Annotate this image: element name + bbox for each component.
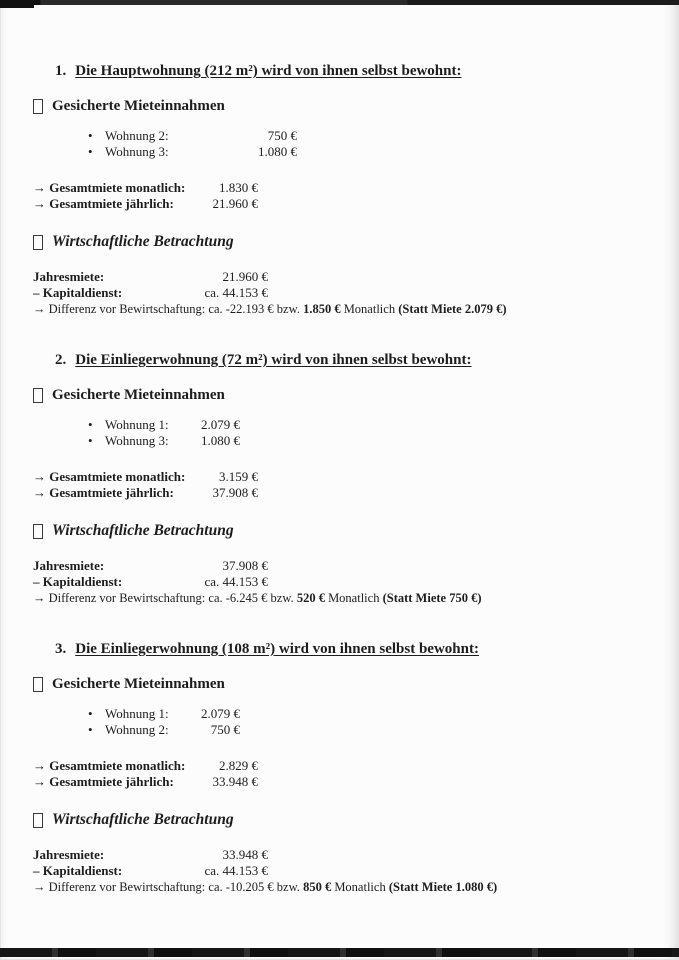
annual-rent-label: Jahresmiete: [33, 269, 105, 284]
debt-service-row [33, 863, 649, 879]
annual-rent-value: 37.908 € [222, 558, 268, 573]
total-value: 33.948 € [212, 774, 258, 789]
total-value: 21.960 € [212, 196, 258, 211]
difference-line [33, 301, 649, 317]
section-heading [33, 351, 649, 369]
annual-rent-label: Jahresmiete: [33, 558, 105, 573]
list-item [88, 128, 649, 144]
income-heading [33, 97, 649, 115]
section-title: Die Einliegerwohnung (72 m²) wird von ihnen selbst bewohnt: [75, 352, 472, 368]
difference-statt-miete: (Statt Miete 750 €) [382, 591, 482, 605]
unit-list [33, 417, 649, 449]
list-item [88, 722, 649, 738]
debt-service-label: – Kapitaldienst: [33, 863, 123, 878]
scenario-section-3 [33, 640, 649, 895]
analysis-heading [33, 811, 649, 829]
debt-service-value: ca. 44.153 € [204, 574, 268, 589]
annual-rent-value: 21.960 € [222, 269, 268, 284]
difference-monthly: 1.850 € [303, 302, 341, 316]
bullet-icon: • [88, 144, 93, 159]
debt-service-label: – Kapitaldienst: [33, 285, 123, 300]
debt-service-row [33, 574, 649, 590]
section-number: 2. [55, 352, 67, 368]
difference-prefix: → Differenz vor Bewirtschaftung: ca. -6.245 € bzw. [33, 591, 294, 605]
missing-glyph-box-icon [33, 99, 43, 114]
analysis-block [33, 558, 649, 606]
section-number: 1. [55, 63, 67, 79]
unit-label: Wohnung 2: [105, 722, 169, 737]
difference-middle: Monatlich [334, 880, 386, 894]
total-label: → Gesamtmiete jährlich: [33, 196, 174, 211]
annual-rent-row [33, 847, 649, 863]
debt-service-value: ca. 44.153 € [204, 285, 268, 300]
missing-glyph-box-icon [33, 235, 43, 250]
analysis-heading [33, 522, 649, 540]
difference-prefix: → Differenz vor Bewirtschaftung: ca. -10.205 € bzw. [33, 880, 300, 894]
scenario-section-1 [33, 62, 649, 317]
income-heading-label: Gesicherte Mieteinnahmen [52, 676, 225, 692]
difference-prefix: → Differenz vor Bewirtschaftung: ca. -22.193 € bzw. [33, 302, 300, 316]
total-row [33, 196, 649, 212]
unit-value: 750 € [210, 722, 240, 737]
difference-statt-miete: (Statt Miete 2.079 €) [398, 302, 507, 316]
section-title: Die Einliegerwohnung (108 m²) wird von ihnen selbst bewohnt: [75, 641, 479, 657]
unit-label: Wohnung 3: [105, 433, 169, 448]
missing-glyph-box-icon [33, 524, 43, 539]
section-title: Die Hauptwohnung (212 m²) wird von ihnen selbst bewohnt: [75, 63, 462, 79]
totals-block [33, 469, 649, 501]
income-heading [33, 675, 649, 693]
analysis-heading-label: Wirtschaftliche Betrachtung [52, 233, 234, 250]
bullet-icon: • [88, 706, 93, 721]
analysis-block [33, 269, 649, 317]
difference-line [33, 590, 649, 606]
unit-value: 2.079 € [201, 417, 240, 432]
bullet-icon: • [88, 722, 93, 737]
difference-monthly: 520 € [296, 591, 325, 605]
missing-glyph-box-icon [33, 813, 43, 828]
unit-list [33, 706, 649, 738]
difference-middle: Monatlich [328, 591, 380, 605]
total-row [33, 485, 649, 501]
annual-rent-row [33, 269, 649, 285]
difference-line [33, 879, 649, 895]
total-row [33, 774, 649, 790]
total-label: → Gesamtmiete jährlich: [33, 774, 174, 789]
total-value: 2.829 € [219, 758, 258, 773]
income-heading [33, 386, 649, 404]
income-heading-label: Gesicherte Mieteinnahmen [52, 387, 225, 403]
unit-label: Wohnung 1: [105, 706, 169, 721]
bullet-icon: • [88, 417, 93, 432]
income-heading-label: Gesicherte Mieteinnahmen [52, 98, 225, 114]
bullet-icon: • [88, 433, 93, 448]
total-row [33, 180, 649, 196]
unit-value: 1.080 € [258, 144, 297, 159]
section-heading [33, 640, 649, 658]
list-item [88, 417, 649, 433]
unit-value: 750 € [267, 128, 297, 143]
total-label: → Gesamtmiete monatlich: [33, 758, 186, 773]
unit-value: 1.080 € [201, 433, 240, 448]
total-row [33, 469, 649, 485]
analysis-heading [33, 233, 649, 251]
annual-rent-label: Jahresmiete: [33, 847, 105, 862]
bullet-icon: • [88, 128, 93, 143]
debt-service-value: ca. 44.153 € [204, 863, 268, 878]
unit-label: Wohnung 3: [105, 144, 169, 159]
total-label: → Gesamtmiete monatlich: [33, 180, 186, 195]
annual-rent-value: 33.948 € [222, 847, 268, 862]
analysis-heading-label: Wirtschaftliche Betrachtung [52, 522, 234, 539]
total-label: → Gesamtmiete monatlich: [33, 469, 186, 484]
missing-glyph-box-icon [33, 388, 43, 403]
annual-rent-row [33, 558, 649, 574]
unit-value: 2.079 € [201, 706, 240, 721]
total-value: 1.830 € [219, 180, 258, 195]
debt-service-row [33, 285, 649, 301]
total-value: 37.908 € [212, 485, 258, 500]
list-item [88, 144, 649, 160]
totals-block [33, 758, 649, 790]
list-item [88, 433, 649, 449]
unit-label: Wohnung 1: [105, 417, 169, 432]
total-label: → Gesamtmiete jährlich: [33, 485, 174, 500]
debt-service-label: – Kapitaldienst: [33, 574, 123, 589]
analysis-block [33, 847, 649, 895]
scenario-section-2 [33, 351, 649, 606]
difference-statt-miete: (Statt Miete 1.080 €) [388, 880, 498, 894]
photo-edge-bottom [0, 948, 679, 957]
section-heading [33, 62, 649, 80]
analysis-heading-label: Wirtschaftliche Betrachtung [52, 811, 234, 828]
unit-list [33, 128, 649, 160]
unit-label: Wohnung 2: [105, 128, 169, 143]
section-number: 3. [55, 641, 67, 657]
list-item [88, 706, 649, 722]
difference-monthly: 850 € [303, 880, 332, 894]
missing-glyph-box-icon [33, 677, 43, 692]
totals-block [33, 180, 649, 212]
difference-middle: Monatlich [343, 302, 396, 316]
total-row [33, 758, 649, 774]
total-value: 3.159 € [219, 469, 258, 484]
